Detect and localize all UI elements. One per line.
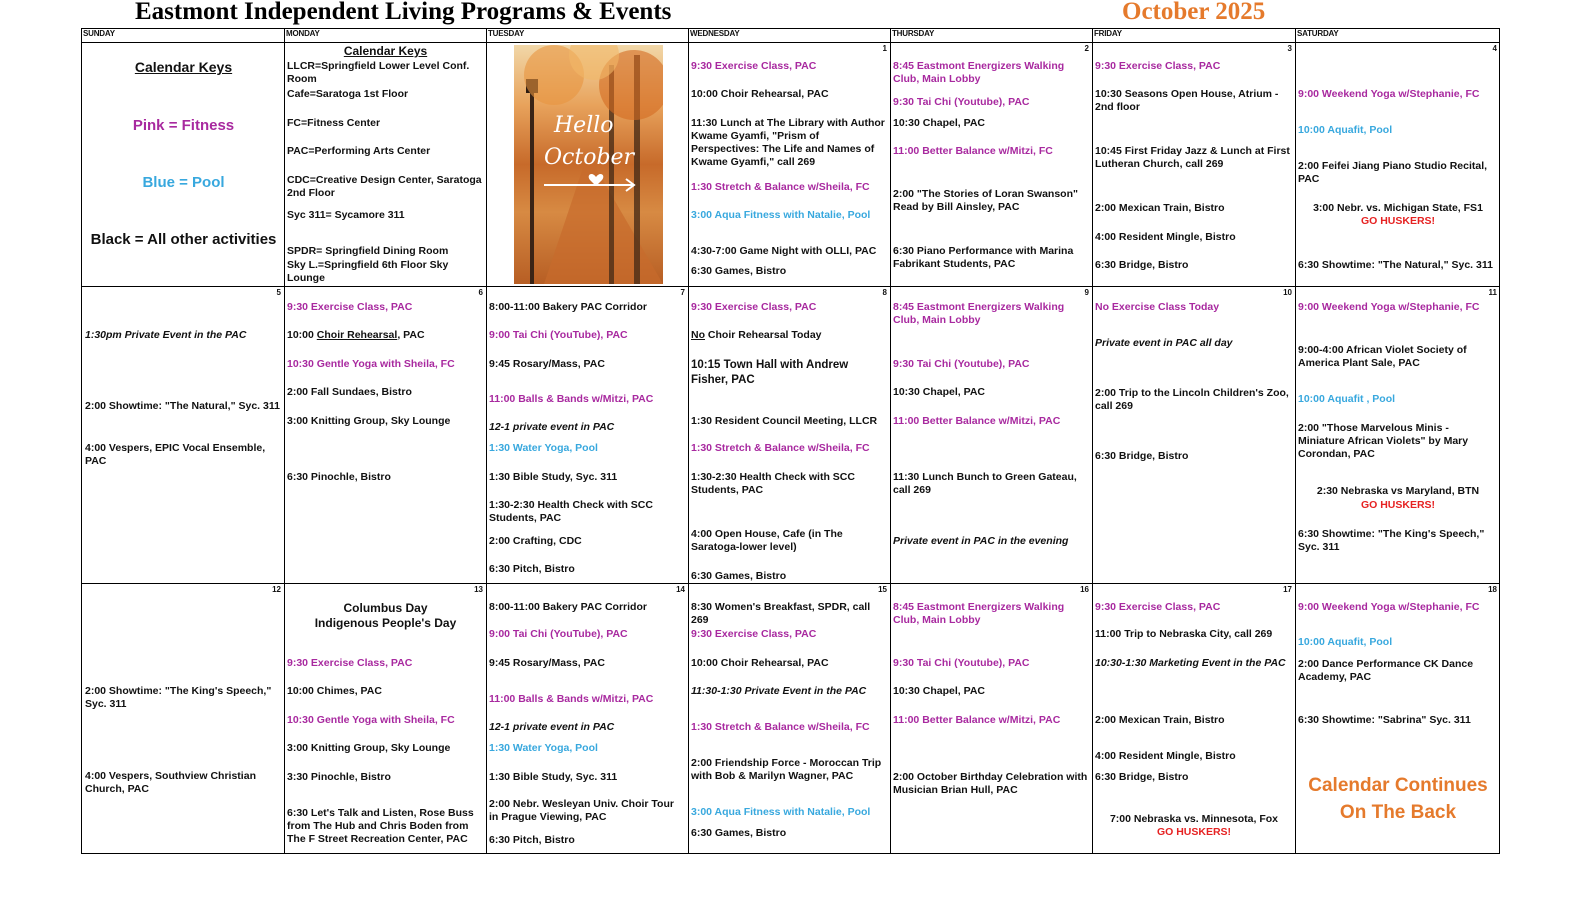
event: 8:45 Eastmont Energizers Walking Club, Main Lobby xyxy=(893,60,1065,85)
key-item: Cafe=Saratoga 1st Floor xyxy=(287,88,409,100)
event: 10:00 Aquafit, Pool xyxy=(1298,636,1393,648)
event: 11:00 Trip to Nebraska City, call 269 xyxy=(1095,628,1273,640)
day-cell-8 xyxy=(688,287,890,583)
day-number: 7 xyxy=(680,288,685,297)
event: 9:45 Rosary/Mass, PAC xyxy=(489,657,605,669)
event-negation: No xyxy=(691,329,705,341)
event: 2:00 Fall Sundaes, Bistro xyxy=(287,386,412,398)
event: 12-1 private event in PAC xyxy=(489,421,615,433)
event: 3:30 Pinochle, Bistro xyxy=(287,771,391,783)
key-item: CDC=Creative Design Center, Saratoga 2nd Floor xyxy=(287,174,482,199)
event: 10:00 Choir Rehearsal, PAC xyxy=(691,657,829,669)
key-item: FC=Fitness Center xyxy=(287,117,381,129)
day-number: 8 xyxy=(882,288,887,297)
event: 4:00 Resident Mingle, Bistro xyxy=(1095,231,1236,243)
day-number: 15 xyxy=(878,585,887,594)
day-number: 18 xyxy=(1488,585,1497,594)
event: 8:00-11:00 Bakery PAC Corridor xyxy=(489,301,647,313)
event-time: 10:00 xyxy=(287,329,317,341)
day-header-friday: FRIDAY xyxy=(1094,29,1122,38)
event: 8:45 Eastmont Energizers Walking Club, Main Lobby xyxy=(893,601,1065,626)
event: 6:30 Pinochle, Bistro xyxy=(287,471,391,483)
event: 9:30 Exercise Class, PAC xyxy=(691,60,817,72)
event: 6:30 Let's Talk and Listen, Rose Buss from The Hub and Chris Boden from The F Street Recreation Center, PAC xyxy=(287,807,474,845)
day-header-thursday: THURSDAY xyxy=(892,29,935,38)
day-cell-13 xyxy=(284,584,486,854)
event: 10:00 Choir Rehearsal, PAC xyxy=(691,88,829,100)
day-number: 10 xyxy=(1283,288,1292,297)
event: 2:30 Nebraska vs Maryland, BTN xyxy=(1316,485,1480,497)
event: 1:30 Bible Study, Syc. 311 xyxy=(489,471,618,483)
event: 10:30 Chapel, PAC xyxy=(893,685,986,697)
event: 1:30 Resident Council Meeting, LLCR xyxy=(691,415,878,427)
huskers-cheer: GO HUSKERS! xyxy=(1360,215,1436,227)
event xyxy=(691,329,888,342)
event: 9:00-4:00 African Violet Society of America Plant Sale, PAC xyxy=(1298,344,1467,369)
event: 2:00 Crafting, CDC xyxy=(489,535,582,547)
event: 2:00 Trip to the Lincoln Children's Zoo, call 269 xyxy=(1095,387,1289,412)
holiday: Indigenous People's Day xyxy=(314,616,457,630)
event: 6:30 Games, Bistro xyxy=(691,265,787,277)
day-number: 12 xyxy=(272,585,281,594)
event: 10:30 Gentle Yoga with Sheila, FC xyxy=(287,714,455,726)
event: 2:00 "Those Marvelous Minis - Miniature African Violets" by Mary Corondan, PAC xyxy=(1298,422,1469,460)
legend-title: Calendar Keys xyxy=(134,59,233,75)
event: 6:30 Showtime: "The Natural," Syc. 311 xyxy=(1298,259,1493,271)
day-cell-14 xyxy=(486,584,688,854)
day-number: 1 xyxy=(882,44,887,53)
event: 6:30 Showtime: "The King's Speech," Syc. 311 xyxy=(1298,528,1485,553)
page-title: Eastmont Independent Living Programs & Events xyxy=(135,0,672,25)
hello-text: Hello xyxy=(554,113,614,138)
event: 2:00 Mexican Train, Bistro xyxy=(1095,714,1225,726)
event: 2:00 October Birthday Celebration with Musician Brian Hull, PAC xyxy=(893,771,1088,796)
event: 6:30 Bridge, Bistro xyxy=(1095,450,1189,462)
event: 2:00 Dance Performance CK Dance Academy, PAC xyxy=(1298,658,1474,683)
event: 2:00 Nebr. Wesleyan Univ. Choir Tour in Prague Viewing, PAC xyxy=(489,798,674,823)
day-cell-17 xyxy=(1092,584,1295,854)
key-item: LLCR=Springfield Lower Level Conf. Room xyxy=(287,60,470,85)
event: 10:30-1:30 Marketing Event in the PAC xyxy=(1095,657,1286,669)
location-keys-list xyxy=(284,43,486,286)
event: 9:30 Exercise Class, PAC xyxy=(287,657,413,669)
event: 10:30 Chapel, PAC xyxy=(893,386,986,398)
key-item: SPDR= Springfield Dining Room xyxy=(287,245,449,257)
event: 2:00 Feifei Jiang Piano Studio Recital, PAC xyxy=(1298,160,1488,185)
event: 6:30 Bridge, Bistro xyxy=(1095,259,1189,271)
day-cell-15 xyxy=(688,584,890,854)
october-text: October xyxy=(544,145,635,170)
event: 10:30 Chapel, PAC xyxy=(893,117,986,129)
event: 9:30 Exercise Class, PAC xyxy=(1095,60,1221,72)
event: 6:30 Pitch, Bistro xyxy=(489,834,575,846)
day-number: 5 xyxy=(276,288,281,297)
event: 9:00 Tai Chi (YouTube), PAC xyxy=(489,628,628,640)
key-item: Sky L.=Springfield 6th Floor Sky Lounge xyxy=(287,259,449,284)
event: 9:30 Exercise Class, PAC xyxy=(287,301,413,313)
day-header-sunday: SUNDAY xyxy=(83,29,115,38)
event: 9:30 Tai Chi (Youtube), PAC xyxy=(893,657,1030,669)
day-cell-11 xyxy=(1295,287,1500,583)
event: 6:30 Showtime: "Sabrina" Syc. 311 xyxy=(1298,714,1471,726)
event: 4:00 Vespers, EPIC Vocal Ensemble, PAC xyxy=(85,442,266,467)
event: 11:00 Balls & Bands w/Mitzi, PAC xyxy=(489,393,654,405)
day-cell-9 xyxy=(890,287,1092,583)
day-number: 14 xyxy=(676,585,685,594)
day-number: 13 xyxy=(474,585,483,594)
event: 2:00 Showtime: "The King's Speech," Syc. 311 xyxy=(85,685,272,710)
event: 1:30-2:30 Health Check with SCC Students, PAC xyxy=(691,471,855,496)
month-title: October 2025 xyxy=(1122,0,1266,25)
event: 11:00 Balls & Bands w/Mitzi, PAC xyxy=(489,693,654,705)
event: 10:15 Town Hall with Andrew Fisher, PAC xyxy=(691,359,849,386)
day-header-saturday: SATURDAY xyxy=(1297,29,1339,38)
event: 1:30-2:30 Health Check with SCC Students, PAC xyxy=(489,499,653,524)
legend-black: Black = All other activities xyxy=(90,231,277,248)
event: 1:30 Stretch & Balance w/Sheila, FC xyxy=(691,721,870,733)
event: 6:30 Games, Bistro xyxy=(691,570,787,582)
day-cell-18 xyxy=(1295,584,1500,854)
event: 9:45 Rosary/Mass, PAC xyxy=(489,358,605,370)
event: 7:00 Nebraska vs. Minnesota, Fox xyxy=(1109,813,1279,825)
event-title: Choir Rehearsal xyxy=(316,329,398,341)
event: 9:30 Tai Chi (Youtube), PAC xyxy=(893,358,1030,370)
event: 10:30 Gentle Yoga with Sheila, FC xyxy=(287,358,455,370)
event-location: , PAC xyxy=(397,329,425,341)
day-cell-10 xyxy=(1092,287,1295,583)
day-number: 2 xyxy=(1084,44,1089,53)
continues-note: On The Back xyxy=(1339,802,1457,823)
day-number: 9 xyxy=(1084,288,1089,297)
day-cell-1 xyxy=(688,43,890,286)
calendar-keys-legend xyxy=(82,43,284,286)
event: 11:00 Better Balance w/Mitzi, PAC xyxy=(893,415,1061,427)
key-item: Syc 311= Sycamore 311 xyxy=(287,209,405,221)
event: 4:00 Vespers, Southview Christian Church, PAC xyxy=(85,770,256,795)
event: 9:00 Tai Chi (YouTube), PAC xyxy=(489,329,628,341)
event: 6:30 Pitch, Bistro xyxy=(489,563,575,575)
event: 10:00 Aquafit, Pool xyxy=(1298,124,1393,136)
event: 2:00 "The Stories of Loran Swanson" Read by Bill Ainsley, PAC xyxy=(893,188,1078,213)
event: 2:00 Friendship Force - Moroccan Trip with Bob & Marilyn Wagner, PAC xyxy=(691,757,882,782)
day-cell-2 xyxy=(890,43,1092,286)
event: 9:30 Exercise Class, PAC xyxy=(691,628,817,640)
event: 11:30-1:30 Private Event in the PAC xyxy=(691,685,867,697)
event: 3:00 Aqua Fitness with Natalie, Pool xyxy=(691,209,871,221)
event: 1:30 Stretch & Balance w/Sheila, FC xyxy=(691,442,870,454)
event: 1:30 Water Yoga, Pool xyxy=(489,442,598,454)
event: 11:00 Better Balance w/Mitzi, FC xyxy=(893,145,1053,157)
legend-pink: Pink = Fitness xyxy=(132,117,235,134)
day-number: 3 xyxy=(1287,44,1292,53)
day-cell-3 xyxy=(1092,43,1295,286)
event: 4:30-7:00 Game Night with OLLI, PAC xyxy=(691,245,877,257)
legend-blue: Blue = Pool xyxy=(142,174,225,191)
event: 8:45 Eastmont Energizers Walking Club, Main Lobby xyxy=(893,301,1065,326)
event: 9:30 Exercise Class, PAC xyxy=(691,301,817,313)
day-number: 17 xyxy=(1283,585,1292,594)
event: 11:30 Lunch Bunch to Green Gateau, call 269 xyxy=(893,471,1077,496)
event: 2:00 Showtime: "The Natural," Syc. 311 xyxy=(85,400,280,412)
event: 9:00 Weekend Yoga w/Stephanie, FC xyxy=(1298,601,1480,613)
continues-note: Calendar Continues xyxy=(1308,775,1488,796)
day-number: 16 xyxy=(1080,585,1089,594)
event: 9:00 Weekend Yoga w/Stephanie, FC xyxy=(1298,88,1480,100)
event xyxy=(287,329,484,342)
event: 8:00-11:00 Bakery PAC Corridor xyxy=(489,601,647,613)
event: 9:30 Tai Chi (Youtube), PAC xyxy=(893,96,1030,108)
event: 1:30 Stretch & Balance w/Sheila, FC xyxy=(691,181,870,193)
day-header-tuesday: TUESDAY xyxy=(488,29,525,38)
day-cell-5 xyxy=(82,287,284,583)
hello-october-image xyxy=(514,45,663,284)
event: 9:00 Weekend Yoga w/Stephanie, FC xyxy=(1298,301,1480,313)
day-cell-6 xyxy=(284,287,486,583)
event: 10:30 Seasons Open House, Atrium - 2nd floor xyxy=(1095,88,1279,113)
event: Private event in PAC in the evening xyxy=(893,535,1069,547)
event: 6:30 Piano Performance with Marina Fabrikant Students, PAC xyxy=(893,245,1074,270)
event: 10:45 First Friday Jazz & Lunch at First Lutheran Church, call 269 xyxy=(1095,145,1290,170)
event: 9:30 Exercise Class, PAC xyxy=(1095,601,1221,613)
day-cell-7 xyxy=(486,287,688,583)
huskers-cheer: GO HUSKERS! xyxy=(1360,499,1436,511)
event-title: Choir Rehearsal Today xyxy=(705,329,822,341)
event: 4:00 Resident Mingle, Bistro xyxy=(1095,750,1236,762)
event: 1:30 Bible Study, Syc. 311 xyxy=(489,771,618,783)
key-item: PAC=Performing Arts Center xyxy=(287,145,431,157)
event: No Exercise Class Today xyxy=(1095,301,1220,313)
event: 4:00 Open House, Cafe (in The Saratoga-lower level) xyxy=(691,528,843,553)
event: 3:00 Nebr. vs. Michigan State, FS1 xyxy=(1313,202,1483,214)
event: 3:00 Knitting Group, Sky Lounge xyxy=(287,742,451,754)
day-number: 11 xyxy=(1488,288,1497,297)
day-number: 6 xyxy=(478,288,483,297)
event: 3:00 Knitting Group, Sky Lounge xyxy=(287,415,451,427)
holiday: Columbus Day xyxy=(343,601,428,615)
event: 12-1 private event in PAC xyxy=(489,721,615,733)
location-keys-title: Calendar Keys xyxy=(343,44,428,58)
event: 1:30pm Private Event in the PAC xyxy=(85,329,247,341)
day-cell-12 xyxy=(82,584,284,854)
event: 1:30 Water Yoga, Pool xyxy=(489,742,598,754)
day-header-monday: MONDAY xyxy=(286,29,320,38)
event: 11:30 Lunch at The Library with Author Kwame Gyamfi, "Prism of Perspectives: The Life and Names of Kwame Gyamfi," call 269 xyxy=(691,117,885,168)
event: 6:30 Bridge, Bistro xyxy=(1095,771,1189,783)
event: 8:30 Women's Breakfast, SPDR, call 269 xyxy=(691,601,871,626)
event: 10:00 Chimes, PAC xyxy=(287,685,382,697)
event: 2:00 Mexican Train, Bistro xyxy=(1095,202,1225,214)
event: 11:00 Better Balance w/Mitzi, PAC xyxy=(893,714,1061,726)
huskers-cheer: GO HUSKERS! xyxy=(1156,826,1232,838)
day-header-wednesday: WEDNESDAY xyxy=(690,29,740,38)
event: 3:00 Aqua Fitness with Natalie, Pool xyxy=(691,806,871,818)
day-cell-4 xyxy=(1295,43,1500,286)
day-cell-16 xyxy=(890,584,1092,854)
event: 10:00 Aquafit , Pool xyxy=(1298,393,1396,405)
event: Private event in PAC all day xyxy=(1095,337,1233,349)
calendar-grid xyxy=(81,28,1500,854)
event: 6:30 Games, Bistro xyxy=(691,827,787,839)
day-number: 4 xyxy=(1492,44,1497,53)
